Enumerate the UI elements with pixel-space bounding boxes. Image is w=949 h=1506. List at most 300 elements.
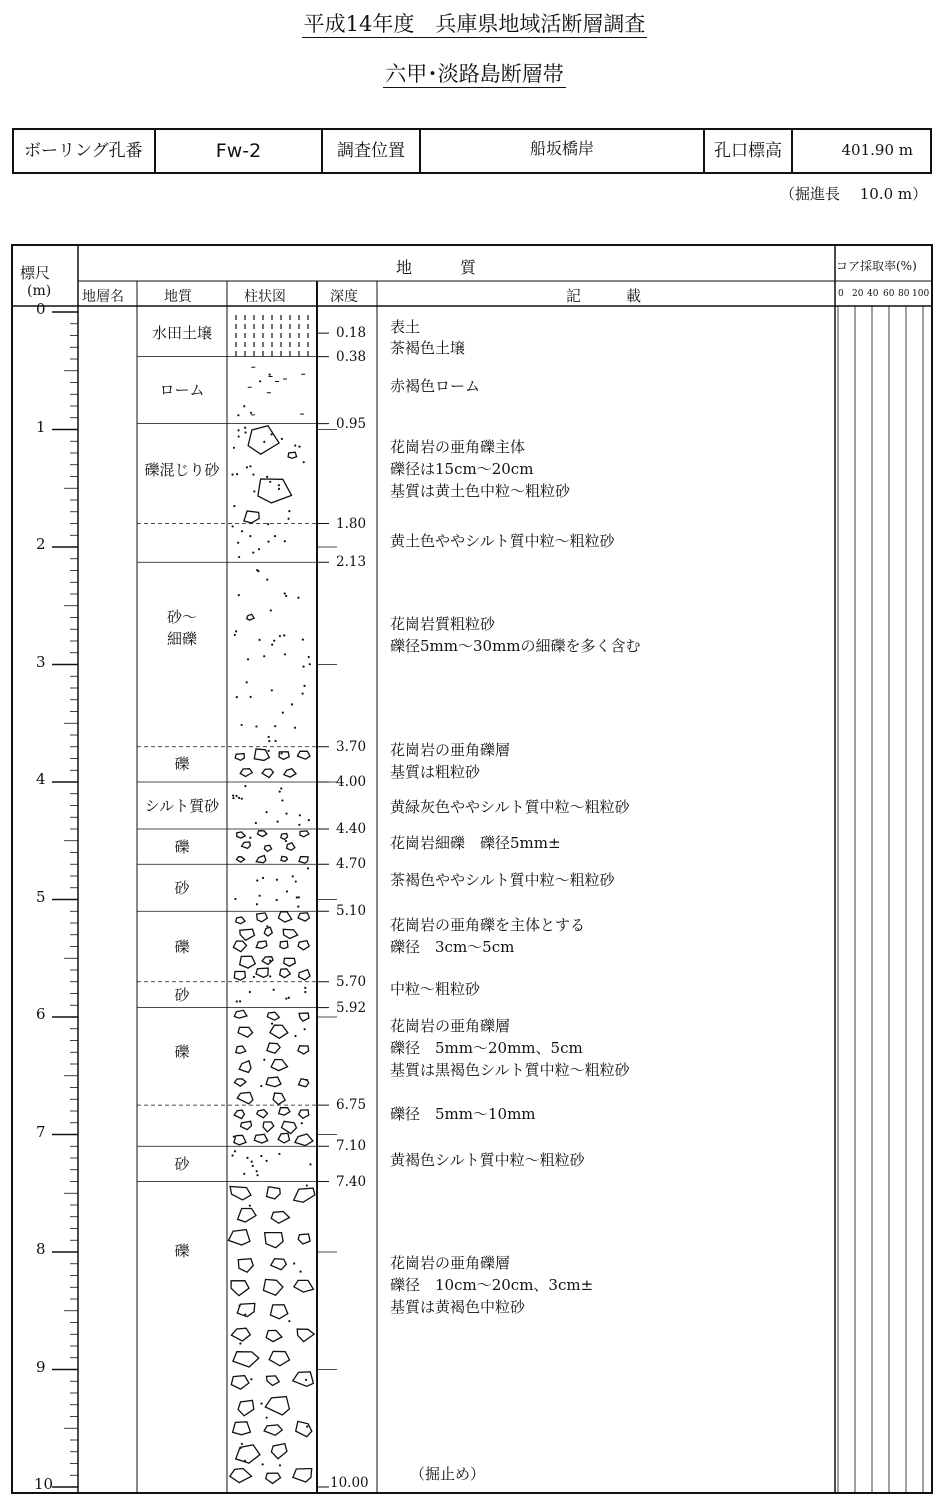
pebble: [267, 1376, 280, 1386]
sand-dot: [306, 1184, 308, 1186]
sand-dot: [268, 740, 270, 742]
pebble: [271, 1259, 287, 1270]
sand-dot: [299, 1271, 301, 1273]
sand-dot: [253, 490, 255, 492]
pebble: [256, 968, 268, 977]
scale-label-5: 5: [36, 887, 46, 906]
pebble: [264, 845, 271, 851]
sand-dot: [244, 1460, 246, 1462]
sand-dot: [277, 821, 279, 823]
sand-dot: [269, 481, 271, 483]
sand-dot: [239, 1000, 241, 1002]
sand-dot: [294, 727, 296, 729]
pebble: [266, 1473, 281, 1483]
pebble: [278, 912, 291, 922]
lithology-name: [137, 322, 227, 344]
sand-dot: [303, 461, 305, 463]
pebble: [262, 769, 273, 778]
pebble: [271, 1212, 289, 1224]
sand-dot: [301, 1122, 303, 1124]
depth-label: 4.40: [336, 821, 367, 837]
location-value: 船坂橋岸: [529, 139, 594, 158]
sand-dot: [263, 655, 265, 657]
sand-dot: [243, 1173, 245, 1175]
description: [390, 796, 630, 818]
description-header: 記 載: [566, 287, 642, 305]
sand-dot: [279, 1464, 281, 1466]
core-scale-60: 60: [883, 289, 895, 299]
sand-dot: [252, 1165, 254, 1167]
sand-dot: [305, 1379, 307, 1381]
pebble: [233, 1352, 259, 1367]
description: [390, 1015, 630, 1081]
sand-dot: [234, 898, 236, 900]
pebble: [287, 843, 295, 851]
pebble: [281, 834, 288, 840]
scale-header: 標尺: [20, 264, 51, 282]
sand-dot: [258, 639, 260, 641]
sand-dot: [309, 1163, 311, 1165]
depth-ticks: [317, 333, 337, 1487]
pebble: [264, 927, 272, 936]
sand-dot: [249, 1205, 251, 1207]
pebble: [298, 941, 309, 950]
sand-dot: [284, 592, 286, 594]
pebble: [265, 1233, 283, 1248]
sand-dot: [250, 696, 252, 698]
lithology-name-line: 砂: [174, 985, 190, 1004]
lithology-name: [137, 984, 227, 1006]
lithology-name: [137, 459, 227, 481]
sand-dot: [237, 542, 239, 544]
sand-dot: [278, 488, 280, 490]
sand-dot: [269, 373, 271, 375]
depth-label: 0.95: [336, 415, 367, 432]
pebble: [298, 1046, 309, 1054]
scale-label-2: 2: [36, 535, 46, 553]
sand-dot: [266, 1417, 268, 1419]
description: [390, 1149, 585, 1171]
location-label: 調査位置: [337, 141, 405, 161]
description-line: 礫径 5mm～20mm、5cm: [390, 1038, 583, 1057]
scale-label-4: 4: [36, 770, 46, 788]
depth-label: 0.38: [336, 348, 367, 365]
pebble: [263, 1122, 274, 1132]
pebble: [238, 1209, 256, 1223]
depth-label: 4.70: [336, 856, 367, 873]
pebble: [262, 957, 273, 965]
pebble: [233, 1422, 251, 1435]
sand-dot: [283, 634, 285, 636]
borehole-label: ボーリング孔番: [24, 141, 143, 161]
description-line: 赤褐色ローム: [390, 376, 481, 395]
sand-dot: [257, 570, 259, 572]
lithology-name: [137, 1153, 227, 1175]
depth-label: 4.00: [336, 774, 367, 790]
description-line: 花崗岩の亜角礫層: [390, 1254, 511, 1273]
scale-label-10: 10: [34, 1475, 54, 1493]
sand-dot: [244, 431, 246, 433]
pebble: [256, 941, 267, 948]
sand-dot: [259, 895, 261, 897]
sand-dot: [292, 875, 294, 877]
sand-dot: [256, 879, 258, 881]
depth-header: 深度: [330, 289, 358, 305]
core-recovery-header: コア採取率(%): [836, 259, 917, 273]
sand-dot: [280, 787, 282, 789]
pebble: [238, 1259, 253, 1273]
lithology-name-line: 礫: [174, 937, 190, 956]
lithology-name: [137, 1041, 227, 1063]
description-line: 黄褐色シルト質中粒～粗粒砂: [390, 1150, 585, 1169]
pebble: [267, 1043, 280, 1053]
depth-label: 1.80: [336, 515, 367, 532]
title-line-1: 平成14年度 兵庫県地域活断層調査: [303, 12, 646, 36]
pebble: [298, 913, 309, 921]
sand-dot: [263, 441, 265, 443]
sand-dot: [285, 998, 287, 1000]
sand-dot: [236, 473, 238, 475]
sand-dot: [298, 446, 300, 448]
scale-label-7: 7: [36, 1122, 46, 1141]
pebble: [244, 511, 259, 523]
description: [390, 914, 585, 958]
loam-blank: [0, 0, 245, 409]
sand-dot: [256, 1174, 258, 1176]
pebble: [299, 1013, 309, 1021]
sand-dot: [275, 740, 277, 742]
pebble: [254, 749, 269, 760]
description: [390, 613, 641, 657]
sand-dot: [250, 1378, 252, 1380]
lithology-name-line: 砂: [174, 1154, 190, 1173]
sand-dot: [274, 725, 276, 727]
description-line: 基質は黄土色中粒～粗粒砂: [390, 481, 571, 500]
lithology-name: [137, 753, 227, 775]
lithology-name-line: 礫: [174, 1042, 190, 1061]
sand-dot: [287, 518, 289, 520]
pebble: [247, 614, 254, 620]
description-line: 表土: [390, 317, 421, 336]
description-line: 茶褐色土壌: [390, 338, 466, 357]
description: [410, 1463, 485, 1485]
description-line: 礫径は15cm～20cm: [390, 459, 534, 478]
sand-dot: [252, 473, 254, 475]
sand-dot: [294, 1035, 296, 1037]
sand-dot: [262, 877, 264, 879]
lithology-name-line: 砂: [174, 878, 190, 897]
pebble: [279, 1108, 290, 1116]
lithology-name-line: 細礫: [166, 629, 197, 648]
sand-dot: [278, 1153, 280, 1155]
sand-dot: [258, 548, 260, 550]
sand-dot: [251, 1161, 253, 1163]
sand-dot: [234, 1150, 236, 1152]
pebble: [273, 1093, 285, 1105]
pebble: [267, 1012, 279, 1020]
sand-dot: [295, 880, 297, 882]
sand-dot: [249, 535, 251, 537]
depth-label: 5.92: [336, 999, 367, 1016]
sand-dot: [255, 822, 257, 824]
scale-label-9: 9: [36, 1357, 46, 1376]
description-line: 花崗岩の亜角礫層: [390, 1016, 511, 1035]
sand-dot: [240, 1447, 242, 1449]
lithology-name-line: ローム: [159, 381, 205, 400]
sand-dot: [265, 811, 267, 813]
scale-label-1: 1: [36, 417, 46, 436]
sand-dot: [270, 433, 272, 435]
description-line: 花崗岩の亜角礫を主体とする: [390, 915, 586, 934]
core-scale-100: 100: [912, 289, 930, 299]
pebble: [278, 1133, 289, 1143]
pebble: [283, 929, 297, 938]
sand-dot: [288, 510, 290, 512]
pebble: [284, 958, 296, 966]
pebble: [299, 970, 310, 980]
sand-dot: [241, 724, 243, 726]
sand-dot: [296, 896, 298, 898]
pebble: [265, 1397, 289, 1415]
sand-dot: [267, 540, 269, 542]
pebble: [257, 1110, 268, 1118]
sand-dot: [266, 578, 268, 580]
column-header: 柱状図: [244, 289, 286, 305]
pebble: [288, 452, 297, 458]
pebble: [282, 1121, 297, 1133]
sand-dot: [267, 523, 269, 525]
sand-dot: [241, 1443, 243, 1445]
depth-label: 7.40: [336, 1173, 367, 1190]
sand-dot: [270, 609, 272, 611]
core-scale-0: 0: [838, 289, 844, 299]
lithology-name: [137, 606, 227, 650]
pebble: [258, 831, 267, 837]
lithology-name-line: 礫: [174, 1242, 190, 1261]
sand-dot: [269, 959, 271, 961]
description-line: 茶褐色ややシルト質中粒～粗粒砂: [390, 871, 615, 890]
depth-scale-ticks: [52, 312, 78, 1487]
description-line: 中粒～粗粒砂: [390, 980, 481, 999]
sand-dot: [281, 438, 283, 440]
depth-label: 6.75: [336, 1097, 367, 1114]
pebble: [284, 769, 296, 777]
depth-label: 0.18: [336, 325, 367, 342]
pebble: [236, 1046, 246, 1053]
lithology-name-line: 礫混じり砂: [144, 460, 220, 479]
pebble: [300, 831, 309, 837]
sand-dot: [271, 644, 273, 646]
sand-dot: [299, 814, 301, 816]
sand-dot: [294, 444, 296, 446]
sand-dot: [249, 837, 251, 839]
sand-dot: [238, 797, 240, 799]
depth-label: 10.00: [330, 1475, 369, 1491]
pebble: [258, 479, 292, 503]
sand-dot: [297, 597, 299, 599]
description: [390, 1252, 593, 1318]
pebble: [231, 1328, 250, 1341]
sand-dot: [268, 736, 270, 738]
sand-dot: [234, 634, 236, 636]
sand-dot: [246, 681, 248, 683]
sand-dot: [286, 890, 288, 892]
sand-dot: [291, 703, 293, 705]
sand-dot: [232, 797, 234, 799]
elevation-value: 401.90 m: [841, 141, 913, 159]
pebble: [229, 1230, 250, 1245]
sand-dot: [307, 867, 309, 869]
pebble: [294, 1188, 315, 1202]
pebble: [297, 1329, 314, 1342]
lithology-name: [137, 1240, 227, 1262]
lithology-name-line: 礫: [174, 837, 190, 856]
description-line: 花崗岩の亜角礫層: [390, 740, 511, 759]
pebble: [293, 1469, 312, 1483]
sand-dot: [238, 556, 240, 558]
description: [390, 739, 510, 783]
sand-dot: [274, 535, 276, 537]
title-line-2: 六甲･淡路島断層帯: [385, 62, 564, 86]
pebble: [231, 1376, 249, 1390]
pebble: [293, 1372, 314, 1387]
pebble: [248, 426, 279, 454]
loam-blank: [0, 0, 247, 377]
sand-dot: [255, 725, 257, 727]
pebble: [230, 1469, 252, 1483]
sand-dot: [298, 896, 300, 898]
sand-dot: [260, 1402, 262, 1404]
elevation-label: 孔口標高: [714, 141, 782, 161]
pebble: [240, 929, 255, 940]
lithology-name: [137, 379, 227, 401]
lithology-name-line: 水田土壌: [151, 324, 212, 342]
sand-dot: [273, 989, 275, 991]
pebble: [230, 1187, 251, 1200]
pebble: [257, 913, 268, 922]
sand-dot: [256, 1170, 258, 1172]
sand-dot: [241, 798, 243, 800]
sand-dot: [244, 1314, 246, 1316]
sand-dot: [239, 1305, 241, 1307]
pebble: [280, 941, 288, 949]
sand-dot: [284, 540, 286, 542]
loam-blank: [0, 0, 269, 393]
sand-dot: [293, 1262, 295, 1264]
geology-header: 地 質: [396, 258, 477, 277]
sand-dot: [243, 405, 245, 407]
pebble: [234, 971, 245, 980]
drill-length: （掘進長 10.0 m）: [780, 185, 928, 203]
pebble: [271, 1444, 287, 1459]
scale-label-3: 3: [36, 652, 46, 671]
sand-dot: [241, 530, 243, 532]
sand-dot: [304, 991, 306, 993]
pebble: [242, 842, 251, 848]
sand-dot: [282, 712, 284, 714]
description: [390, 832, 561, 854]
sand-dot: [235, 795, 237, 797]
sand-dot: [284, 653, 286, 655]
sand-dot: [260, 1155, 262, 1157]
depth-label: 3.70: [336, 738, 367, 755]
pebble: [237, 832, 245, 838]
pebble: [236, 917, 245, 924]
pebble: [266, 1330, 282, 1341]
pebble: [263, 1279, 283, 1295]
sand-dot: [246, 466, 248, 468]
lithology-name-line: 砂～: [166, 607, 197, 626]
lithology-name: [137, 836, 227, 858]
pebble: [239, 1061, 251, 1073]
sand-dot: [244, 785, 246, 787]
pebble: [237, 1092, 253, 1104]
sand-dot: [262, 1463, 264, 1465]
sand-dot: [244, 427, 246, 429]
scale-label-8: 8: [36, 1240, 46, 1258]
depth-label: 5.10: [336, 903, 367, 920]
sand-dot: [303, 685, 305, 687]
pebble: [236, 1445, 260, 1463]
description-line: 基質は粗粒砂: [390, 762, 481, 781]
sand-dot: [301, 693, 303, 695]
sand-dot: [250, 412, 252, 414]
sand-dot: [256, 903, 258, 905]
sand-dot: [233, 447, 235, 449]
sand-dot: [238, 435, 240, 437]
lithology-name: [137, 877, 227, 899]
description-line: 花崗岩細礫 礫径5mm±: [390, 833, 561, 852]
lithology-name-line: シルト質砂: [144, 796, 220, 815]
sand-dot: [302, 639, 304, 641]
pebble: [233, 941, 246, 952]
description-line: （掘止め）: [410, 1464, 486, 1483]
sand-dot: [285, 595, 287, 597]
pebble: [266, 1077, 281, 1087]
sand-dot: [269, 975, 271, 977]
pebble: [267, 1187, 281, 1199]
pebble: [270, 1025, 288, 1038]
sand-dot: [302, 665, 304, 667]
pebble: [295, 1134, 313, 1146]
sand-dot: [309, 663, 311, 665]
pebble: [296, 1421, 312, 1436]
pebble: [234, 1110, 244, 1118]
sand-dot: [268, 750, 270, 752]
pebble: [281, 856, 288, 861]
scale-unit: (m): [27, 283, 52, 299]
description: [390, 1103, 536, 1125]
sand-dot: [288, 997, 290, 999]
pebble: [294, 1280, 314, 1292]
description: [390, 316, 420, 338]
sand-dot: [266, 1160, 268, 1162]
sand-dot: [308, 819, 310, 821]
sand-dot: [236, 1000, 238, 1002]
description-line: 花崗岩の亜角礫主体: [390, 437, 526, 456]
sand-dot: [249, 465, 251, 467]
sand-dot: [273, 640, 275, 642]
sand-dot: [233, 505, 235, 507]
pebble: [299, 1110, 309, 1118]
sand-dot: [252, 551, 254, 553]
sand-dot: [232, 794, 234, 796]
pebble: [237, 857, 245, 862]
depth-label: 5.70: [336, 973, 367, 990]
pebble: [269, 1351, 289, 1365]
description-line: 黄土色ややシルト質中粒～粗粒砂: [390, 531, 615, 550]
pebble: [234, 1135, 246, 1145]
